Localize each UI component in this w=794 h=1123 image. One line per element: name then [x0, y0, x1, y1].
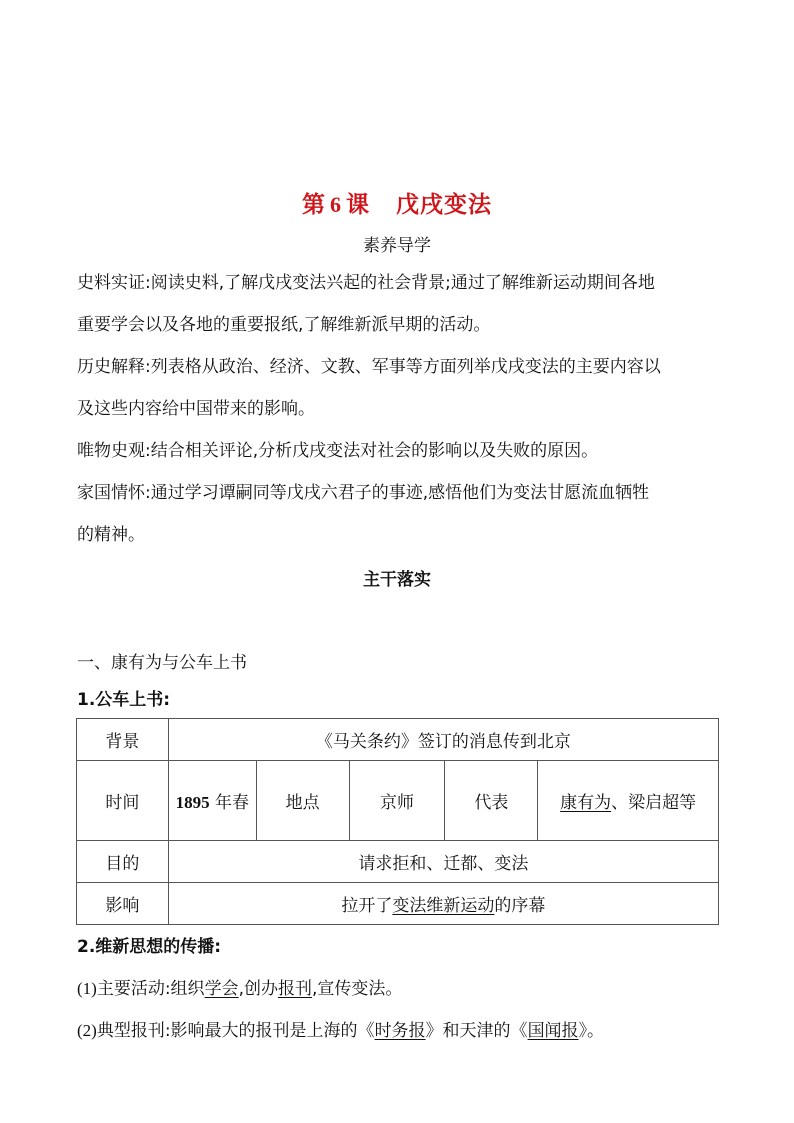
intro-p4-line2: 的精神。: [77, 525, 145, 545]
subtitle: 素养导学: [363, 236, 431, 256]
rep-rest: 、梁启超等: [611, 793, 697, 813]
section1-title: 一、康有为与公车上书: [77, 653, 247, 673]
impact-after: 的序幕: [494, 896, 546, 916]
item2-1-text-a: 主要活动:组织: [96, 979, 205, 999]
item2-2-u2: 国闻报: [527, 1021, 579, 1041]
item2-2-text-a: 典型报刊:影响最大的报刊是上海的《: [96, 1021, 375, 1041]
main-heading: 主干落实: [363, 570, 431, 590]
item2-1-u1: 学会: [204, 979, 239, 999]
item2-2-u1: 时务报: [374, 1021, 426, 1041]
impact-before: 拉开了: [341, 896, 393, 916]
item2-1: [77, 979, 722, 999]
intro-p1-line1: 史料实证:阅读史料,了解戊戌变法兴起的社会背景;通过了解维新运动期间各地: [77, 273, 655, 293]
lesson-title-prefix: 第: [302, 192, 326, 218]
table-row: [77, 841, 719, 883]
time-season: 年春: [214, 793, 249, 813]
item2-2-num: (2): [77, 1021, 97, 1040]
lesson-title: [0, 186, 794, 219]
item1-title-text: 1.公车上书:: [77, 690, 171, 710]
item1-title: [77, 690, 722, 710]
bg-value: 《马关条约》签订的消息传到北京: [168, 719, 718, 761]
item2-1-text-c: ,宣传变法。: [311, 979, 403, 999]
item2-1-u2: 报刊: [277, 979, 312, 999]
time-year: 1895: [175, 793, 210, 812]
lesson-number: 6: [330, 192, 342, 217]
item2-2-text-c: 》。: [578, 1021, 605, 1041]
place-label: 地点: [256, 761, 349, 841]
impact-value: [168, 883, 718, 925]
rep-label: 代表: [445, 761, 538, 841]
intro-p2-line1: 历史解释:列表格从政治、经济、文教、军事等方面列举戊戌变法的主要内容以: [77, 357, 661, 377]
impact-u2: 维新运动: [426, 896, 495, 916]
rep-underlined: 康有为: [560, 793, 612, 813]
impact-label: 影响: [77, 883, 169, 925]
intro-p3-line1: 唯物史观:结合相关评论,分析戊戌变法对社会的影响以及失败的原因。: [77, 441, 599, 461]
place-value: 京师: [349, 761, 445, 841]
rep-value: [538, 761, 719, 841]
table-row: [77, 883, 719, 925]
table-row: [77, 761, 719, 841]
item2-1-num: (1): [77, 979, 97, 998]
item2-title: [77, 937, 722, 957]
item2-1-text-b: ,创办: [238, 979, 278, 999]
item2-2: [77, 1021, 722, 1041]
intro-p1-line2: 重要学会以及各地的重要报纸,了解维新派早期的活动。: [77, 315, 491, 335]
item2-2-text-b: 》和天津的《: [425, 1021, 528, 1041]
table-row: [77, 719, 719, 761]
goal-label: 目的: [77, 841, 169, 883]
impact-u1: 变法: [392, 896, 427, 916]
gongche-table: [76, 718, 719, 925]
intro-p2-line2: 及这些内容给中国带来的影响。: [77, 399, 315, 419]
item2-title-text: 2.维新思想的传播:: [77, 937, 222, 957]
intro-p4-line1: 家国情怀:通过学习谭嗣同等戊戌六君子的事迹,感悟他们为变法甘愿流血牺牲: [77, 483, 650, 503]
bg-label: 背景: [77, 719, 169, 761]
lesson-title-suffix: 课: [346, 192, 370, 218]
time-value: [168, 761, 256, 841]
time-label: 时间: [77, 761, 169, 841]
lesson-name: 戊戌变法: [396, 192, 492, 218]
goal-value: 请求拒和、迁都、变法: [168, 841, 718, 883]
